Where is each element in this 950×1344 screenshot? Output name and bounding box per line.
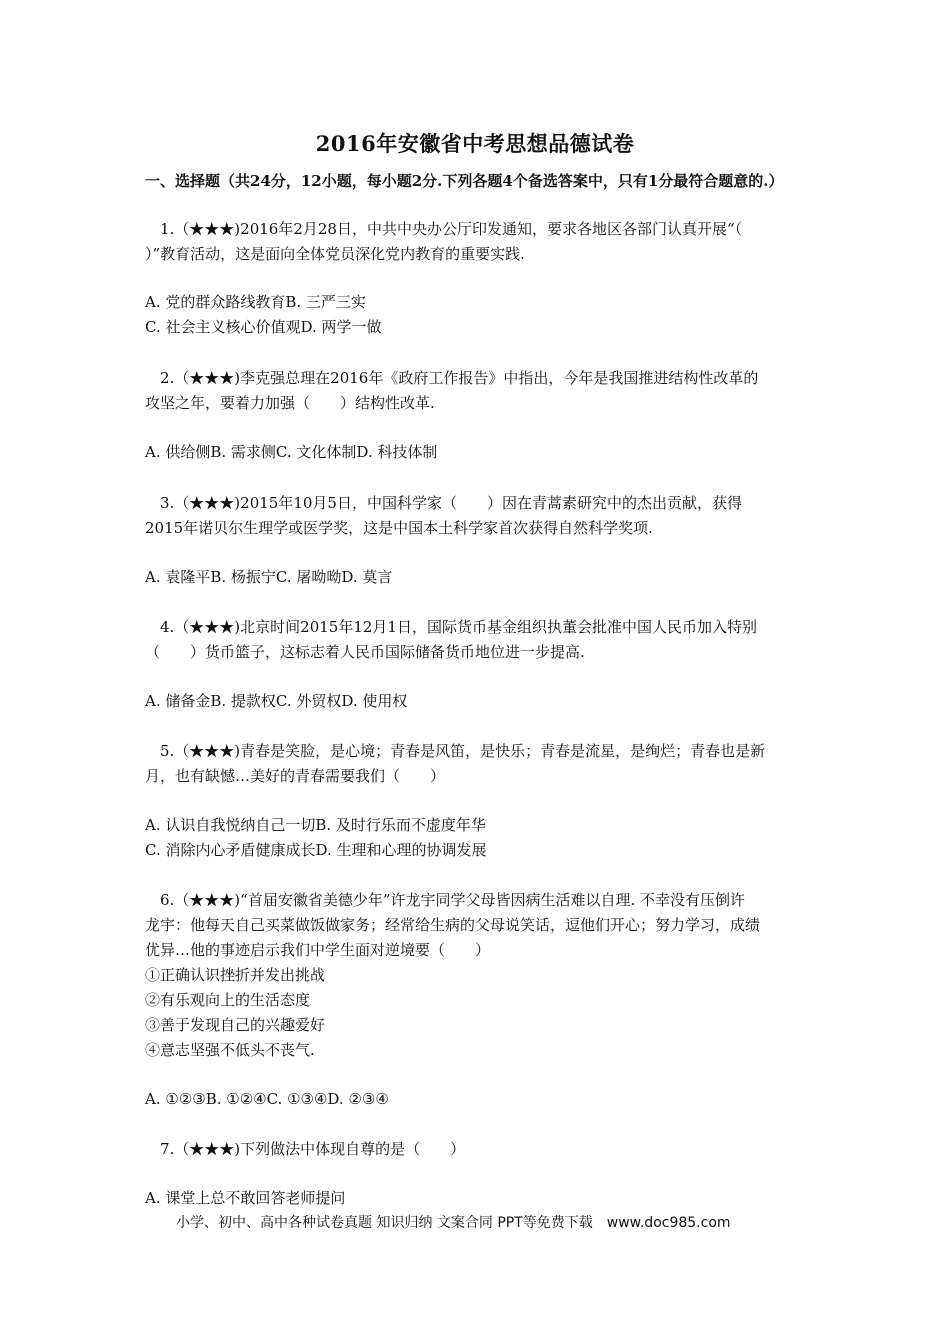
question-5-options-line-2: C. 消除内心矛盾健康成长D. 生理和心理的协调发展 [145, 841, 487, 859]
question-6-stem-line-1: 6.（★★★)“首届安徽省美德少年”许龙宇同学父母皆因病生活难以自理. 不幸没有压倒许 [160, 891, 746, 909]
question-6-stem-line-2: 龙宇：他每天自己买菜做饭做家务；经常给生病的父母说笑话，逗他们开心；努力学习，成绩 [145, 916, 761, 934]
question-6-statement-1: ①正确认识挫折并发出挑战 [145, 966, 326, 984]
question-3-options-line-1: A. 袁隆平B. 杨振宁C. 屠呦呦D. 莫言 [145, 568, 393, 586]
question-2-stem-line-2: 攻坚之年，要着力加强（ ）结构性改革. [145, 394, 435, 412]
question-1-stem-line-1: 1.（★★★)2016年2月28日，中共中央办公厅印发通知，要求各地区各部门认真开展“（ [160, 220, 743, 238]
section-header: 一、选择题（共24分，12小题，每小题2分.下列各题4个备选答案中，只有1分最符合题意的.） [145, 172, 784, 190]
question-4-options-line-1: A. 储备金B. 提款权C. 外贸权D. 使用权 [145, 692, 408, 710]
question-6-statement-2: ②有乐观向上的生活态度 [145, 991, 311, 1009]
question-6-statement-3: ③善于发现自己的兴趣爱好 [145, 1016, 326, 1034]
question-3-stem-line-2: 2015年诺贝尔生理学或医学奖，这是中国本土科学家首次获得自然科学奖项. [145, 519, 653, 537]
question-1-options-line-2: C. 社会主义核心价值观D. 两学一做 [145, 318, 382, 336]
question-3-stem-line-1: 3.（★★★)2015年10月5日，中国科学家（ ）因在青蒿素研究中的杰出贡献，获得 [160, 494, 742, 512]
footer-banner: 小学、初中、高中各种试卷真题 知识归纳 文案合同 PPT等免费下载 www.doc985.com [176, 1215, 731, 1231]
question-1-options-line-1: A. 党的群众路线教育B. 三严三实 [145, 293, 366, 311]
question-5-options-line-1: A. 认识自我悦纳自己一切B. 及时行乐而不虚度年华 [145, 816, 486, 834]
question-7-option-a: A. 课堂上总不敢回答老师提问 [145, 1189, 346, 1207]
question-6-stem-line-3: 优异…他的事迹启示我们中学生面对逆境要（ ） [145, 941, 491, 959]
question-5-stem-line-1: 5.（★★★)青春是笑脸，是心境；青春是风笛，是快乐；青春是流星，是绚烂；青春也是新 [160, 742, 766, 760]
question-7-stem-line-1: 7.（★★★)下列做法中体现自尊的是（ ） [160, 1140, 466, 1158]
question-4-stem-line-1: 4.（★★★)北京时间2015年12月1日，国际货币基金组织执董会批准中国人民币加入特别 [160, 618, 757, 636]
question-4-stem-line-2: （ ）货币篮子，这标志着人民币国际储备货币地位进一步提高. [145, 643, 585, 661]
question-5-stem-line-2: 月，也有缺憾…美好的青春需要我们（ ） [145, 767, 446, 785]
page-title: 2016年安徽省中考思想品德试卷 [315, 131, 635, 156]
question-1-stem-line-2: ）”教育活动，这是面向全体党员深化党内教育的重要实践. [145, 245, 525, 263]
question-2-stem-line-1: 2.（★★★)李克强总理在2016年《政府工作报告》中指出，今年是我国推进结构性改革的 [160, 369, 759, 387]
question-6-statement-4: ④意志坚强不低头不丧气. [145, 1041, 315, 1059]
question-2-options-line-1: A. 供给侧B. 需求侧C. 文化体制D. 科技体制 [145, 443, 438, 461]
question-6-options-line-1: A. ①②③B. ①②④C. ①③④D. ②③④ [145, 1090, 389, 1108]
